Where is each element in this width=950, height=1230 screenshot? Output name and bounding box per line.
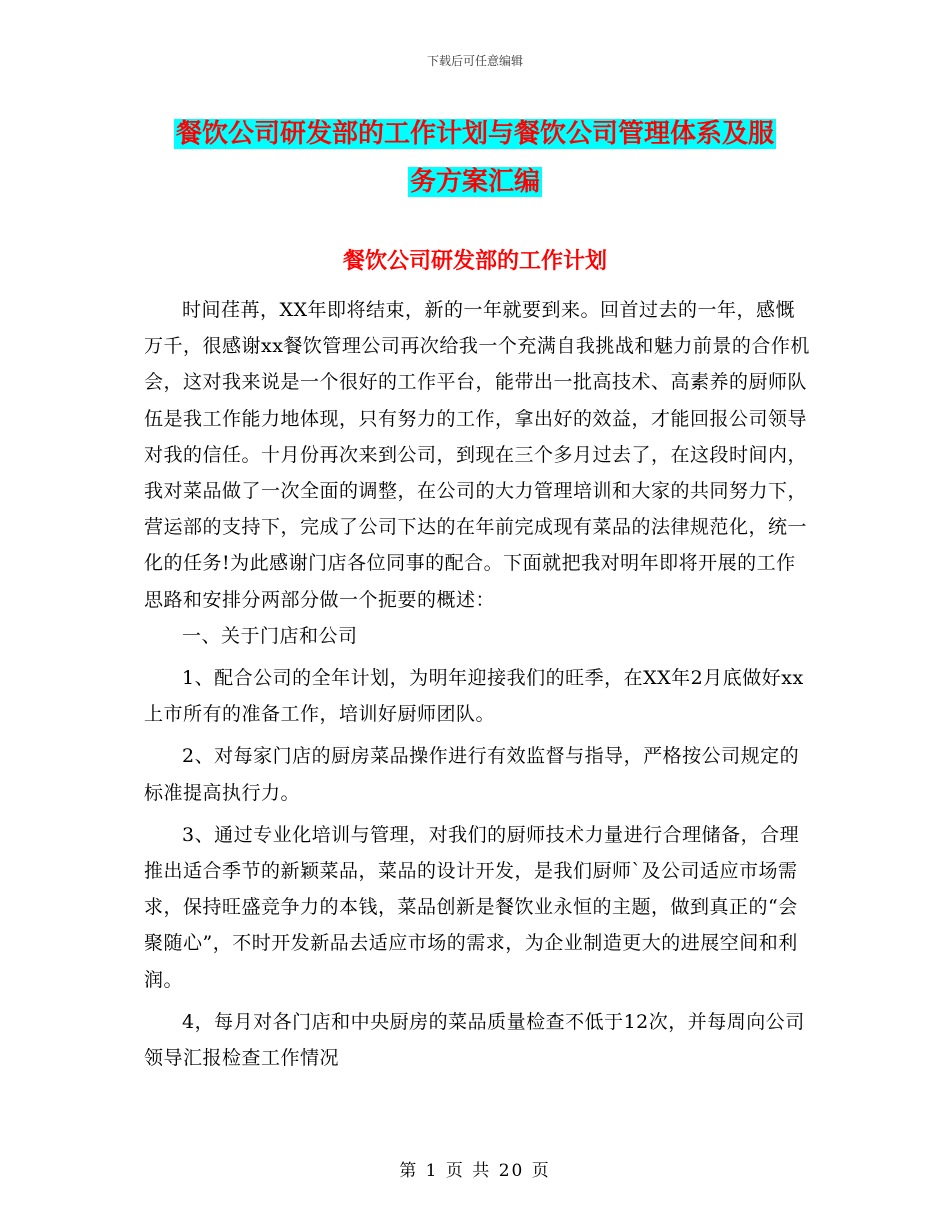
body-text [144, 292, 812, 1076]
paragraph-heading-stores: 一、关于门店和公司 [182, 624, 358, 647]
paragraph-item-1: 1、配合公司的全年计划，为明年迎接我们的旺季，在XX年2月底做好xx上市所有的准备工作，培训好厨师团队。 [144, 667, 804, 726]
paragraph-intro: 时间荏苒，XX年即将结束，新的一年就要到来。回首过去的一年，感慨万千，很感谢xx餐饮管理公司再次给我一个充满自我挑战和魅力前景的合作机会，这对我来说是一个很好的工作平台，能带出一批高技术、高素养的厨师队伍是我工作能力地体现，只有努力的工作，拿出好的效益，才能回报公司领导对我的信任。十月份再次来到公司，到现在三个多月过去了，在这段时间内，我对菜品做了一次全面的调整，在公司的大力管理培训和大家的共同努力下，营运部的支持下，完成了公司下达的在年前完成现有菜品的法律规范化，统一化的任务!为此感谢门店各位同事的配合。下面就把我对明年即将开展的工作思路和安排分两部分做一个扼要的概述： [144, 299, 810, 611]
paragraph-item-2: 2、对每家门店的厨房菜品操作进行有效监督与指导，严格按公司规定的标准提高执行力。 [144, 745, 800, 804]
paragraph-item-4: 4，每月对各门店和中央厨房的菜品质量检查不低于12次，并每周向公司领导汇报检查工作情况 [144, 1010, 805, 1070]
document-title [0, 110, 950, 206]
document-title-line-2: 务方案汇编 [409, 167, 540, 197]
paragraph-item-3: 3、通过专业化培训与管理，对我们的厨师技术力量进行合理储备，合理推出适合季节的新颖菜品，菜品的设计开发，是我们厨师`及公司适应市场需求，保持旺盛竞争力的本钱，菜品创新是餐饮业永恒的主题，做到真正的“会聚随心”，不时开发新品去适应市场的需求，为企业制造更大的进展空间和利润。 [144, 823, 800, 991]
page-footer-number: 第 1 页 共 20 页 [399, 1161, 551, 1181]
section-title: 餐饮公司研发部的工作计划 [342, 248, 607, 274]
page-header-note: 下载后可任意编辑 [426, 54, 523, 68]
document-title-line-1: 餐饮公司研发部的工作计划与餐饮公司管理体系及服 [175, 119, 774, 149]
